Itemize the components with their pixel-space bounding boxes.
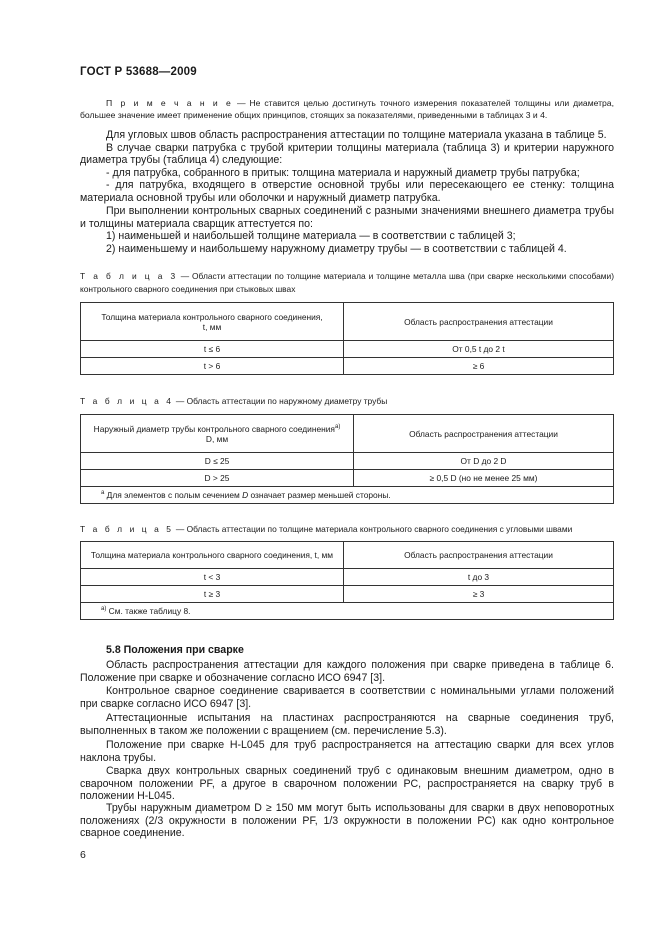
table4-footnote — [81, 487, 614, 504]
note-text: — Не ставится целью достигнуть точного измерения показателей толщины или диаметра, большее значение имеет применение общих принципов, стоящих за показателями, приведенными в таблицах 3 и 4. — [80, 98, 614, 120]
footnote-text: означает размер меньшей стороны. — [248, 490, 391, 500]
paragraph-text: - для патрубка, собранного в притык: толщина материала и наружный диаметр трубы патрубка; — [106, 166, 580, 179]
paragraph — [80, 129, 614, 142]
table3 — [80, 302, 614, 375]
table4 — [80, 414, 614, 504]
table-row — [81, 341, 614, 358]
table-cell: ≥ 6 — [344, 358, 614, 375]
table-cell: t ≤ 6 — [81, 341, 344, 358]
paragraph-text: - для патрубка, входящего в отверстие основной трубы или пересекающего ее стенку: толщина материала основной трубы или оболочки и наружный диаметр патрубка. — [80, 179, 614, 204]
header-text: t, мм — [202, 321, 222, 332]
paragraph — [80, 243, 614, 256]
caption-text: — Область аттестации по наружному диаметру трубы — [173, 396, 388, 406]
paragraph — [80, 802, 614, 840]
footnote-mark: а) — [334, 423, 341, 430]
table5-header-col1: Толщина материала контрольного сварного соединения, t, мм — [81, 542, 344, 569]
footnote-mark: а) — [101, 606, 107, 613]
paragraph — [80, 765, 614, 803]
table5-caption — [80, 523, 614, 536]
table-row — [81, 470, 614, 487]
section-title: 5.8 Положения при сварке — [106, 644, 244, 656]
table-cell: t < 3 — [81, 569, 344, 586]
paragraph-text: Для угловых швов область распространения аттестации по толщине материала указана в таблице 5. — [106, 129, 607, 141]
paragraph-text: Сварка двух контрольных сварных соединений труб с одинаковым внешним диаметром, одно в сварочном положении PF, а другое в сварочном положении PC, распространяется на сварку труб в положении H-L045. — [80, 765, 614, 803]
table-cell: От D до 2 D — [354, 453, 614, 470]
table3-header-col1 — [81, 303, 344, 341]
paragraph-text: 2) наименьшему и наибольшему наружному диаметру трубы — в соответствии с таблицей 4. — [106, 242, 567, 255]
table-cell: t до 3 — [344, 569, 614, 586]
table4-caption — [80, 395, 614, 408]
table-cell: t ≥ 3 — [81, 586, 344, 603]
paragraph — [80, 230, 614, 243]
table-cell: t > 6 — [81, 358, 344, 375]
footnote-text: См. также таблицу 8. — [108, 606, 191, 616]
paragraph-text: Положение при сварке H-L045 для труб распространяется на аттестацию сварки для всех углов наклона трубы. — [80, 739, 614, 764]
table4-footnote-row — [81, 487, 614, 504]
paragraph-text: Аттестационные испытания на пластинах распространяются на сварные соединения труб, выполненных в таком же положении с вращением (см. перечисление 5.3). — [80, 712, 614, 737]
caption-label: Т а б л и ц а 5 — [80, 524, 174, 534]
table-row — [81, 586, 614, 603]
table-row — [81, 453, 614, 470]
table3-header-col2: Область распространения аттестации — [344, 303, 614, 341]
caption-label: Т а б л и ц а 4 — [80, 396, 174, 406]
table4-header-col1 — [81, 415, 354, 453]
paragraph-text: Контрольное сварное соединение сваривается в соответствии с номинальными углами положений при сварке согласно ИСО 6947 [3]. — [80, 685, 614, 710]
document-header: ГОСТ Р 53688—2009 — [80, 66, 197, 78]
paragraph — [80, 712, 614, 737]
page-number: 6 — [80, 849, 86, 861]
table5-header-col2: Область распространения аттестации — [344, 542, 614, 569]
paragraph — [80, 167, 614, 180]
caption-text: — Область аттестации по толщине материала контрольного сварного соединения с угловыми швами — [173, 524, 573, 534]
paragraph-text: 1) наименьшей и наибольшей толщине материала — в соответствии с таблицей 3; — [106, 230, 516, 242]
footnote-text: Для элементов с полым сечением — [106, 490, 243, 500]
table3-caption — [80, 270, 614, 296]
paragraph — [80, 659, 614, 684]
paragraph — [80, 142, 614, 167]
table4-header-col2: Область распространения аттестации — [354, 415, 614, 453]
header-text: Толщина материала контрольного сварного соединения, — [101, 311, 323, 322]
table-row — [81, 569, 614, 586]
note-label: П р и м е ч а н и е — [106, 98, 234, 108]
table-cell: ≥ 0,5 D (но не менее 25 мм) — [354, 470, 614, 487]
header-text: Наружный диаметр трубы контрольного сварного соединения — [93, 423, 335, 434]
caption-label: Т а б л и ц а 3 — [80, 271, 178, 281]
table5-footnote-row — [81, 603, 614, 620]
table-cell: От 0,5 t до 2 t — [344, 341, 614, 358]
footnote-mark: а — [101, 490, 105, 497]
table5-footnote — [81, 603, 614, 620]
paragraph — [80, 179, 614, 204]
table-cell: ≥ 3 — [344, 586, 614, 603]
footnote-variable: D — [242, 490, 249, 500]
table-cell: D ≤ 25 — [81, 453, 354, 470]
caption-text: — Области аттестации по толщине материала и толщине металла шва (при сварке несколькими способами) контрольного сварного соединения при стыковых швах — [80, 271, 614, 294]
paragraph-text: Трубы наружным диаметром D ≥ 150 мм могут быть использованы для сварки в двух неповоротных положениях (2/3 окружности в положении PF, 1/3 окружности в положении PC) как одно контрольное сварное соединение. — [80, 802, 614, 840]
table5 — [80, 541, 614, 620]
paragraph — [80, 205, 614, 230]
table-row — [81, 358, 614, 375]
paragraph-text: Область распространения аттестации для каждого положения при сварке приведена в таблице 6. Положение при сварке и обозначение согласно ИСО 6947 [3]. — [80, 659, 614, 684]
note — [80, 97, 614, 121]
paragraph-text: При выполнении контрольных сварных соединений с разными значениями внешнего диаметра трубы и толщины материала сварщик аттестуется по: — [80, 205, 614, 230]
paragraph-text: В случае сварки патрубка с трубой критерии толщины материала (таблица 3) и критерии наружного диаметра трубы (таблица 4) следующие: — [80, 141, 614, 167]
paragraph — [80, 685, 614, 710]
table-cell: D > 25 — [81, 470, 354, 487]
header-text: D, мм — [205, 433, 229, 444]
paragraph — [80, 739, 614, 764]
